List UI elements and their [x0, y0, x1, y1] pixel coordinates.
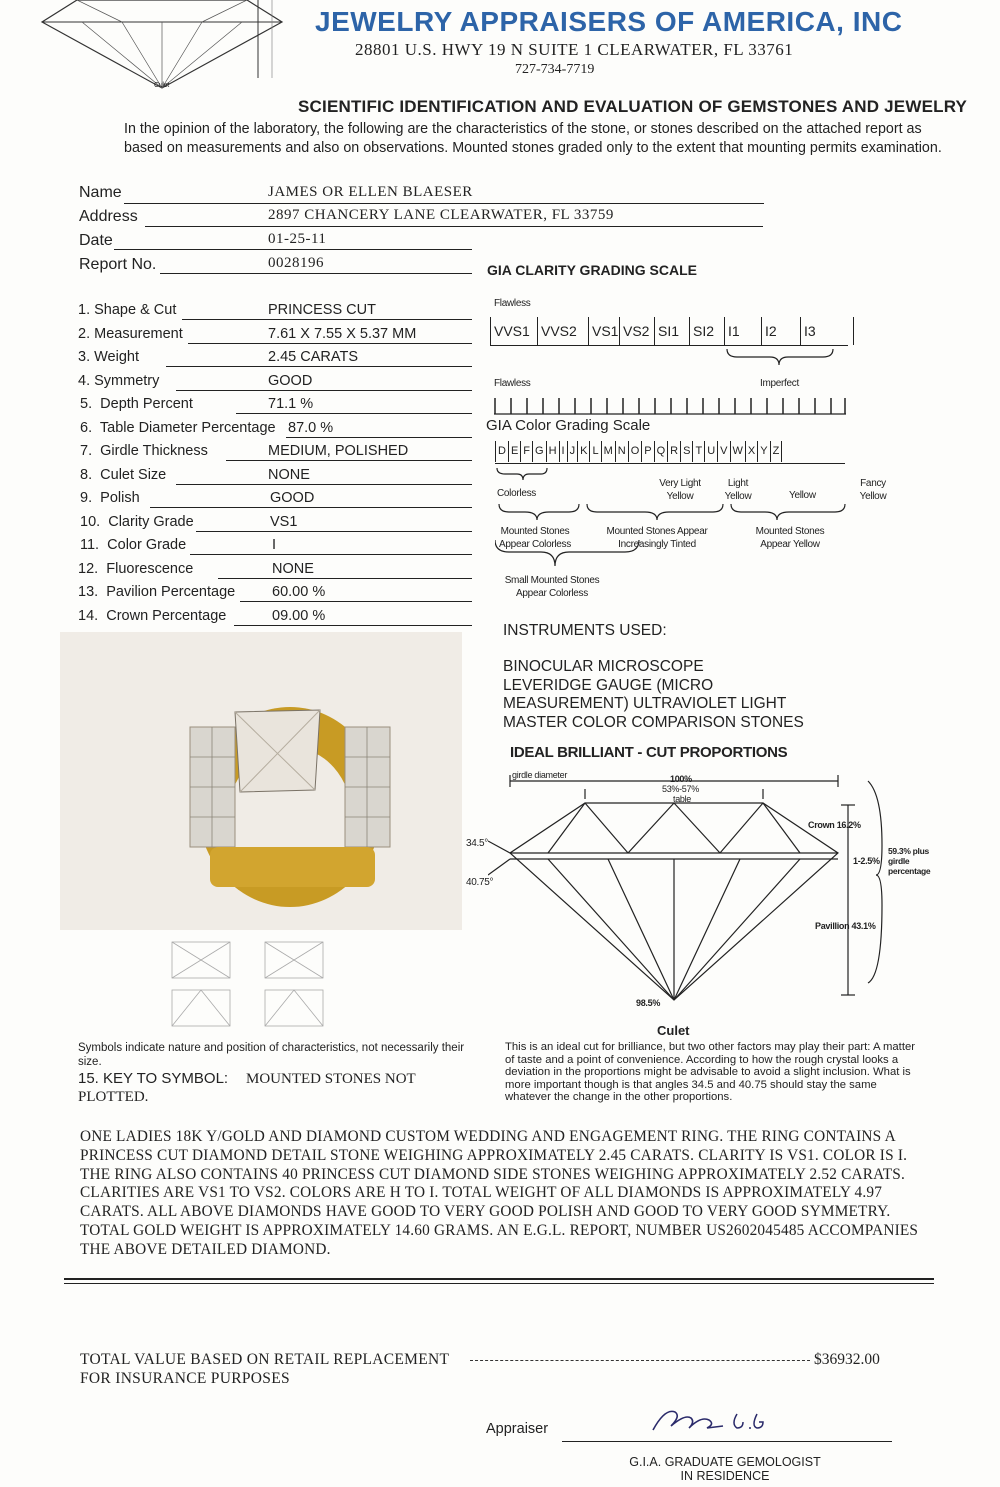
divider-top [64, 1278, 934, 1280]
appraiser-signature [645, 1400, 785, 1438]
ring-illustration [60, 632, 462, 930]
clarity-grade: I1 [724, 317, 761, 345]
signature-line [562, 1441, 892, 1442]
ring-photo [60, 632, 462, 930]
ideal-cut-note: This is an ideal cut for brilliance, but two other factors may play their part: A matter of taste and a point of convenience. According to how the rough crystal looks a deviation in the proportions might be advisable to avoid a slight inclusion. What is more important though is that angles 34.5 and 40.75 should stay the same whatever the change in the other proportions. [505, 1041, 916, 1104]
color-letter: H [546, 441, 559, 462]
key-to-symbol-label: 15. KEY TO SYMBOL: [78, 1070, 229, 1087]
report-subtitle: SCIENTIFIC IDENTIFICATION AND EVALUATION OF GEMSTONES AND JEWELRY [298, 97, 968, 116]
color-letter: F [520, 441, 532, 462]
client-address: 2897 CHANCERY LANE CLEARWATER, FL 33759 [268, 207, 614, 223]
property-label: Girdle Thickness [100, 443, 208, 459]
clarity-scale-boxes [490, 317, 854, 345]
color-letter: S [680, 441, 692, 462]
color-letter: G [532, 441, 546, 462]
property-label: Culet Size [100, 467, 167, 483]
appraiser-title-line-1: G.I.A. GRADUATE GEMOLOGIST [629, 1455, 821, 1469]
instrument-line: MASTER COLOR COMPARISON STONES [503, 713, 804, 731]
name-label: Name [79, 184, 122, 201]
symbols-note: Symbols indicate nature and position of characteristics, not necessarily their size. [78, 1042, 465, 1068]
color-letter: N [615, 441, 628, 462]
property-label: Polish [100, 490, 140, 506]
instrument-line: LEVERIDGE GAUGE (MICRO [503, 676, 714, 694]
color-scale-boxes [495, 441, 782, 462]
property-value: I [272, 537, 277, 553]
color-letter: R [667, 441, 680, 462]
valuation-leader [470, 1360, 810, 1361]
date-label: Date [79, 232, 113, 249]
color-letter: E [508, 441, 520, 462]
key-to-symbol-value: MOUNTED STONES NOT PLOTTED. [78, 1071, 416, 1105]
property-label: Shape & Cut [94, 302, 177, 318]
report-number: 0028196 [268, 255, 324, 271]
instrument-line: BINOCULAR MICROSCOPE [503, 658, 704, 675]
property-label: Crown Percentage [106, 608, 227, 624]
color-letter: U [704, 441, 717, 462]
color-letter: T [692, 441, 704, 462]
pavilion-label: Pavillion 43.1% [815, 921, 876, 931]
clarity-grade: SI2 [689, 317, 724, 345]
color-scale-title: GIA Color Grading Scale [486, 417, 651, 434]
color-letter: Y [757, 441, 769, 462]
appraiser-title-line-2: IN RESIDENCE [680, 1469, 770, 1483]
clarity-grade: SI1 [654, 317, 689, 345]
property-value: NONE [272, 561, 314, 577]
item-description: ONE LADIES 18K Y/GOLD AND DIAMOND CUSTOM WEDDING AND ENGAGEMENT RING. THE RING CONTAINS A PRINCESS CUT DIAMOND DETAIL STONE WEIGHING APPROXIMATELY 2.45 CARATS. CLARITY IS VS1. COLOR IS I. THE RING ALSO CONTAINS 40 PRINCESS CUT DIAMOND SIDE STONES WEIGHING APPROXIMATELY 2.52 CARATS. CLARITIES ARE VS1 TO VS2. COLORS ARE H TO I. TOTAL WEIGHT OF ALL DIAMONDS IS APPROXIMATELY 4.97 CARATS. ALL ABOVE DIAMONDS HAVE GOOD TO VERY GOOD POLISH AND GOOD TO VERY GOOD SYMMETRY. TOTAL GOLD WEIGHT IS APPROXIMATELY 14.60 GRAMS. AN E.G.L. REPORT, NUMBER US2602045485 ACCOMPANIES THE ABOVE DETAILED DIAMOND. [80, 1128, 919, 1258]
instruments-list [503, 658, 804, 732]
ideal-cut-title: IDEAL BRILLIANT - CUT PROPORTIONS [510, 744, 788, 761]
clarity-grade: I2 [761, 317, 800, 345]
property-value: 87.0 % [288, 420, 334, 436]
fancy-yellow-label: Fancy Yellow [859, 478, 887, 502]
report-number-label: Report No. [79, 256, 157, 273]
yellow-label: Yellow [789, 490, 816, 501]
instrument-line: MEASUREMENT) ULTRAVIOLET LIGHT [503, 695, 787, 712]
color-letter: W [730, 441, 745, 462]
color-letter: Z [770, 441, 783, 462]
girdle-label: 1-2.5% [853, 856, 880, 866]
clarity-grade: I3 [800, 317, 854, 345]
clarity-flawless-top: Flawless [494, 298, 531, 309]
small-mounted-label: Small Mounted Stones Appear Colorless [504, 575, 600, 599]
total-depth-label: 59.3% plus girdle percentage [888, 846, 931, 876]
color-letter: J [567, 441, 578, 462]
property-label: Symmetry [94, 373, 160, 389]
culet-label: Culet [657, 1023, 690, 1038]
color-letter: K [577, 441, 589, 462]
company-phone: 727-734-7719 [515, 62, 595, 77]
mounted-tinted-label: Mounted Stones Appear Increasingly Tinted [606, 526, 708, 550]
clarity-scale-title: GIA CLARITY GRADING SCALE [487, 262, 698, 278]
color-letter: X [745, 441, 757, 462]
color-letter: P [641, 441, 653, 462]
angle1-label: 34.5° [466, 838, 488, 849]
property-label: Fluorescence [106, 561, 194, 577]
report-date: 01-25-11 [268, 231, 327, 247]
color-letter: D [495, 441, 508, 462]
clarity-grade: VVS2 [537, 317, 588, 345]
crown-label: Crown 16.2% [808, 820, 861, 830]
clarity-grade: VS1 [588, 317, 619, 345]
appraiser-title [600, 1455, 850, 1483]
property-label: Weight [94, 349, 139, 365]
divider-bottom [64, 1283, 934, 1284]
clarity-flawless-bottom: Flawless [494, 378, 531, 389]
clarity-tick-scale [494, 396, 850, 416]
address-label: Address [79, 208, 138, 225]
property-value: MEDIUM, POLISHED [268, 443, 409, 459]
property-label: Measurement [94, 326, 183, 342]
colorless-label: Colorless [497, 488, 536, 499]
property-label: Depth Percent [100, 396, 193, 412]
pct-100-label: 100% [670, 774, 692, 784]
property-value: GOOD [270, 490, 315, 506]
company-name: JEWELRY APPRAISERS OF AMERICA, INC [315, 6, 903, 37]
ideal-cut-diagram [488, 775, 888, 1020]
color-letter: I [559, 441, 567, 462]
girdle-diameter-label: girdle diameter [512, 770, 568, 780]
valuation-label-1: TOTAL VALUE BASED ON RETAIL REPLACEMENT [80, 1351, 450, 1368]
company-address: 28801 U.S. HWY 19 N SUITE 1 CLEARWATER, FL 33761 [355, 40, 794, 59]
table-range-label: 53%-57% [662, 784, 699, 794]
mounted-yellow-label: Mounted Stones Appear Yellow [755, 526, 825, 550]
angle2-label: 40.75° [466, 877, 494, 888]
property-label: Clarity Grade [108, 514, 194, 530]
date-underline [114, 249, 472, 250]
imperfect-bracket [725, 347, 835, 367]
culet-pct-label: 98.5% [636, 998, 661, 1008]
color-letter: Q [654, 441, 668, 462]
report-number-underline [160, 273, 472, 274]
clarity-grade: VVS1 [490, 317, 537, 345]
property-label: Table Diameter Percentage [99, 420, 276, 436]
property-value: NONE [268, 467, 310, 483]
property-label: Pavilion Percentage [106, 584, 236, 600]
name-underline [124, 203, 764, 204]
property-value: 7.61 X 7.55 X 5.37 MM [268, 326, 417, 342]
appraiser-label: Appraiser [486, 1421, 549, 1437]
address-underline [145, 226, 763, 227]
valuation-amount: $36932.00 [814, 1351, 880, 1368]
color-letter: O [628, 441, 642, 462]
plotting-diagrams [170, 940, 370, 1030]
instruments-title: INSTRUMENTS USED: [503, 622, 667, 639]
property-value: 2.45 CARATS [268, 349, 358, 365]
color-letter: L [589, 441, 600, 462]
logo-diamond-diagram [22, 0, 302, 92]
property-label: Color Grade [107, 537, 187, 553]
intro-paragraph: In the opinion of the laboratory, the following are the characteristics of the stone, or stones described on the attached report as based on measurements and also on observations. Mounted stones graded only to the extent that mounting permits examination. [124, 121, 942, 156]
property-value: VS1 [270, 514, 298, 530]
property-value: GOOD [268, 373, 313, 389]
logo-culet-label: Culet [154, 82, 169, 89]
property-value: 71.1 % [268, 396, 314, 412]
color-letter: M [601, 441, 615, 462]
very-light-yellow-label: Very Light Yellow [659, 478, 701, 502]
table-label: table [673, 794, 692, 804]
property-value: PRINCESS CUT [268, 302, 376, 318]
client-name: JAMES OR ELLEN BLAESER [268, 184, 473, 200]
valuation-label-2: FOR INSURANCE PURPOSES [80, 1370, 290, 1387]
properties-list: 1. Shape & Cut PRINCESS CUT 2. Measurement 7.61 X 7.55 X 5.37 MM 3. Weight 2.45 CARATS 4. Symmetry GOOD 5. Depth Percent 71.1 % 6. Table Diameter Percentage 87.0 % 7. Girdle Thickness MEDIUM, POLISHED 8. Culet Size NONE 9. Polish GOOD 10. Clarity Grade VS1 11. Color Grade I 12. Fluorescence NONE 13. Pavilion Percentage 60.00 % 14. Crown Percentage 09.00 % [0, 302, 480, 632]
mounted-colorless-label: Mounted Stones Appear Colorless [499, 526, 571, 550]
property-value: 09.00 % [272, 608, 326, 624]
property-value: 60.00 % [272, 584, 326, 600]
clarity-imperfect: Imperfect [760, 378, 799, 389]
light-yellow-label: Light Yellow [724, 478, 752, 502]
clarity-grade: VS2 [619, 317, 654, 345]
color-letter: V [717, 441, 729, 462]
